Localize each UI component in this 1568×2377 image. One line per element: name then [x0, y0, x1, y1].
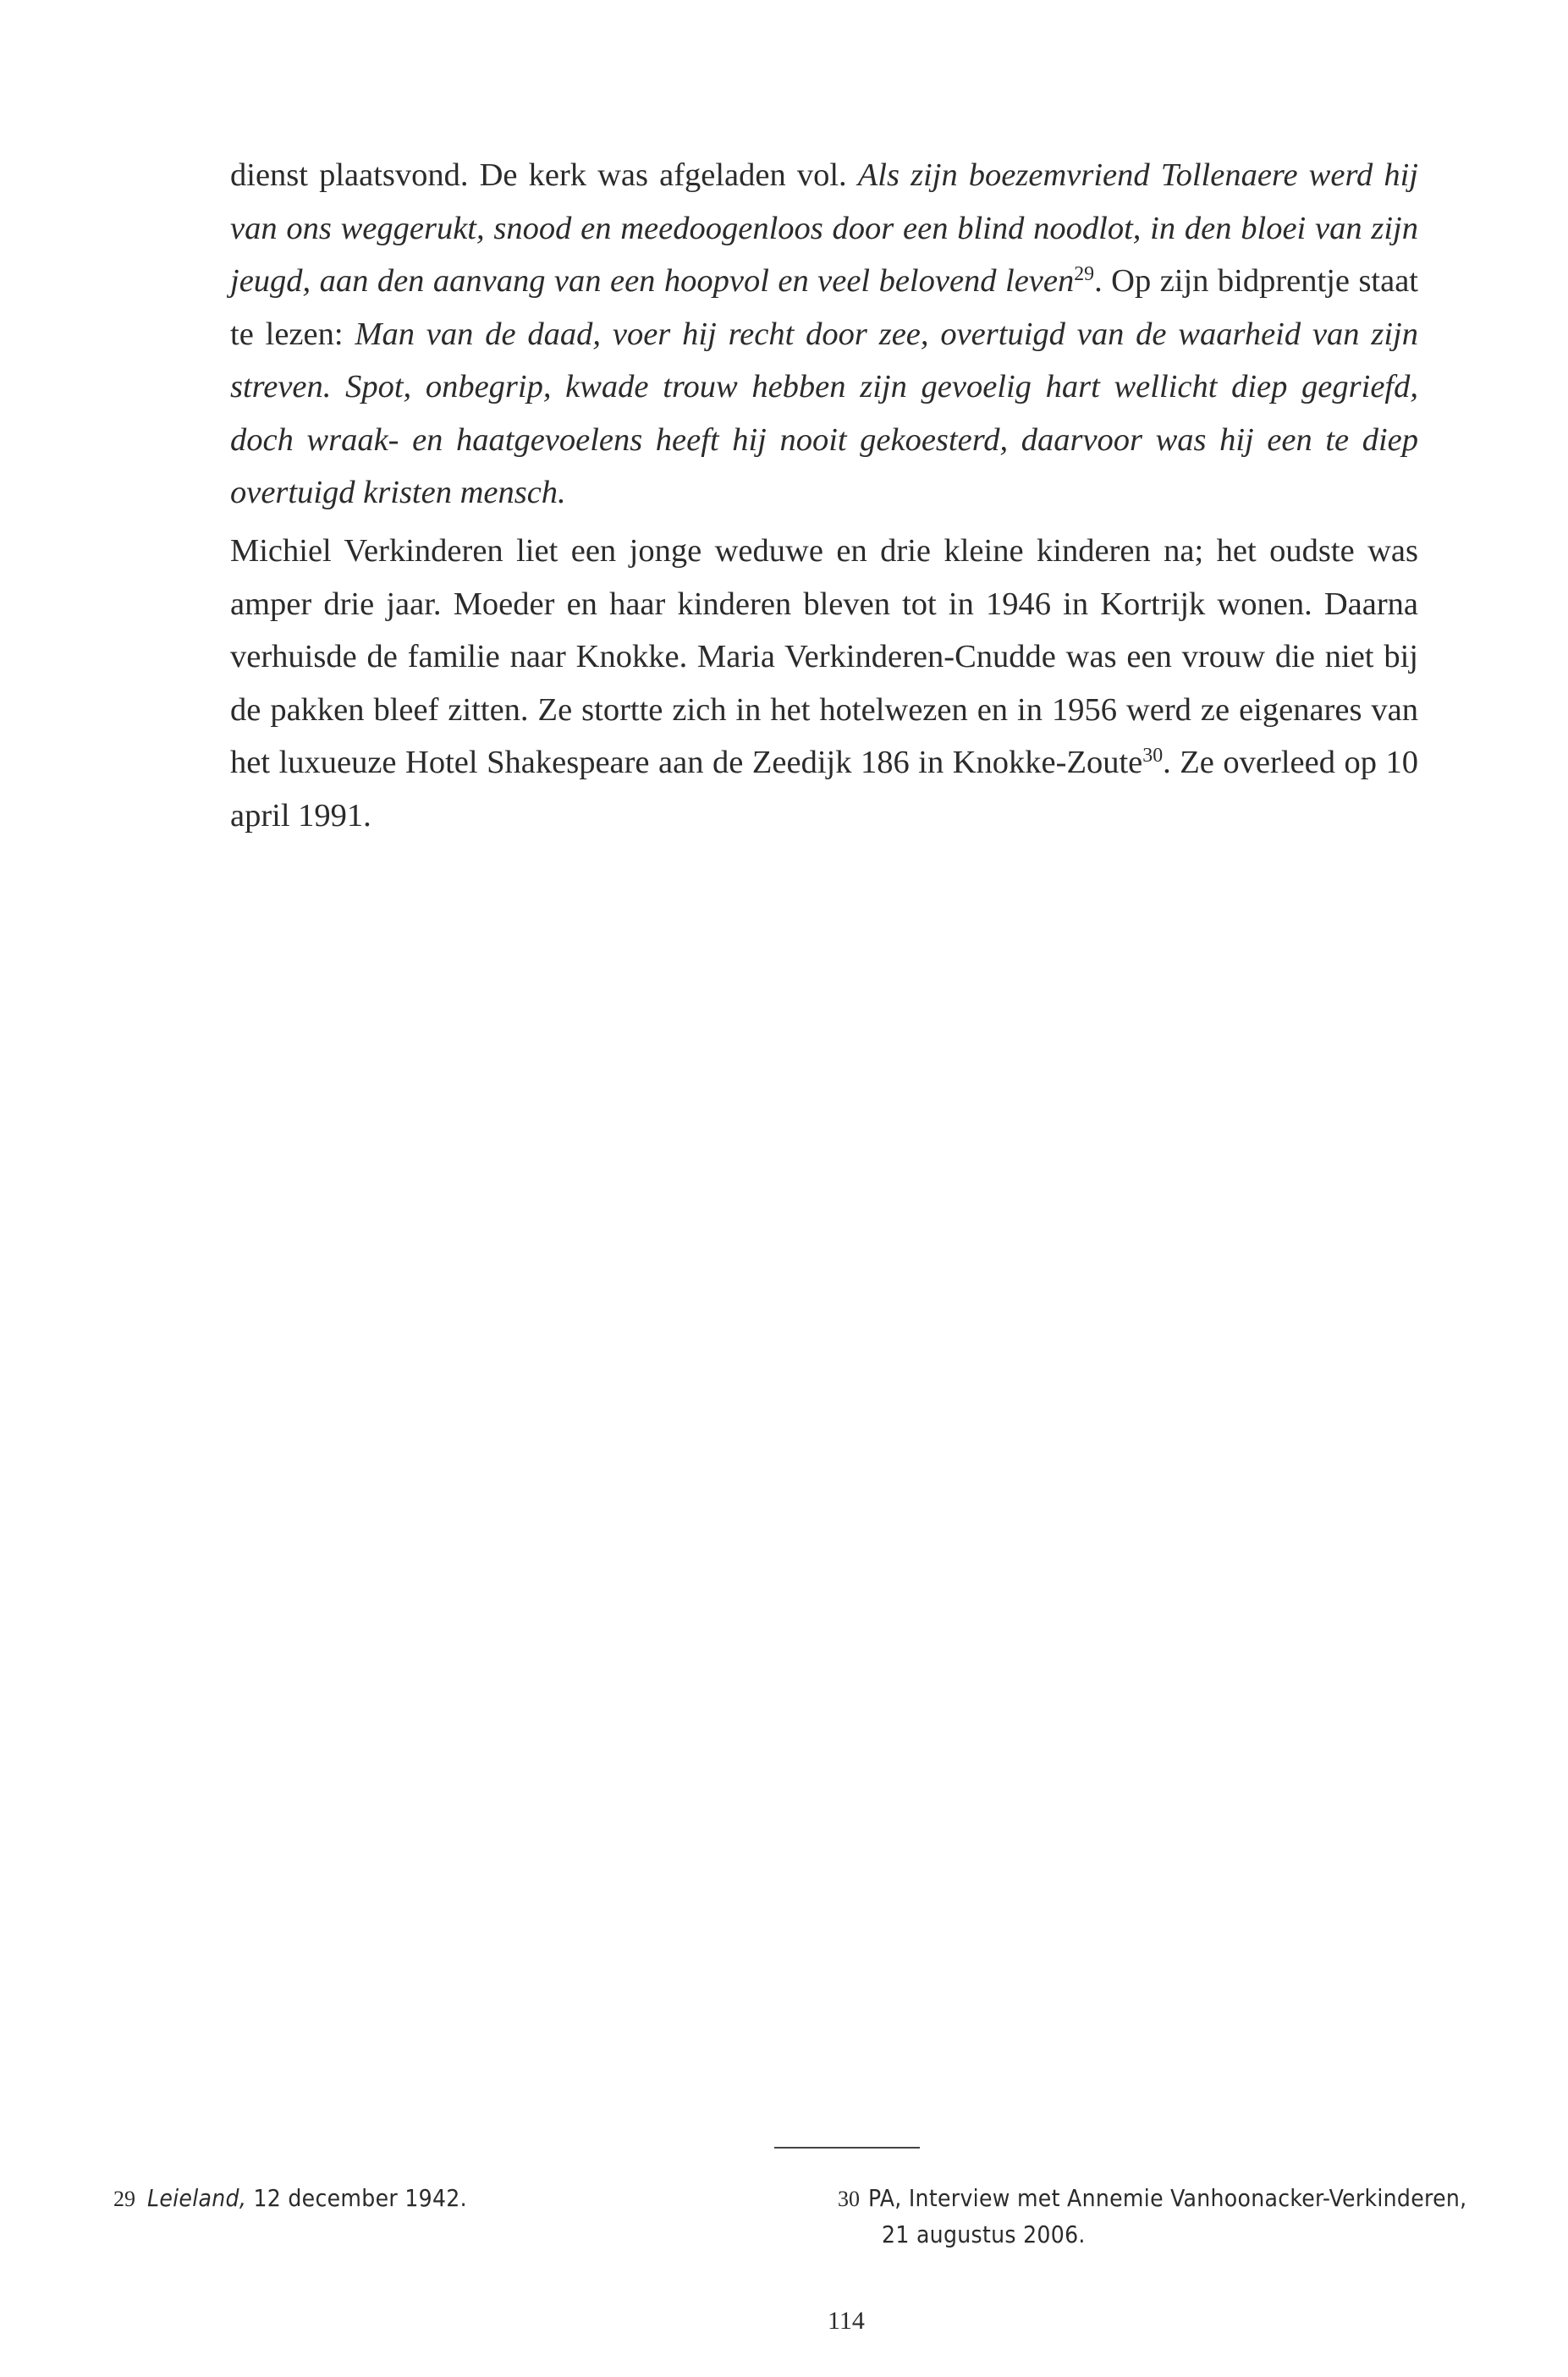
footnote-30 — [838, 2181, 1557, 2253]
footnote-number: 29 — [113, 2187, 135, 2211]
paragraph-text: . Op zijn bidprentje staat te lezen: — [230, 263, 1418, 352]
footnote-text-continued: 21 augustus 2006. — [882, 2220, 1086, 2248]
body-paragraph-1 — [230, 149, 1418, 520]
footnote-text: 12 december 1942. — [246, 2184, 467, 2212]
quotation-tollenaere: Als zijn boezemvriend Tollenaere werd hij van ons weggerukt, snood en meedoogenloos door een blind noodlot, in den bloei van zijn jeugd, aan den aanvang van een hoopvol en veel belovend leven — [230, 157, 1418, 299]
body-paragraph-2 — [230, 525, 1418, 842]
footnote-29 — [113, 2181, 723, 2217]
footnote-text: PA, Interview met Annemie Vanhoonacker-Verkinderen, — [868, 2184, 1467, 2212]
footnote-source-title: Leieland, — [147, 2184, 247, 2212]
footnote-number: 30 — [838, 2187, 860, 2211]
paragraph-text: dienst plaatsvond. De kerk was afgeladen vol. — [230, 157, 858, 193]
footnote-divider — [774, 2147, 920, 2149]
paragraph-text: . Ze overleed op 10 april 1991. — [230, 745, 1419, 834]
quotation-bidprentje: Man van de daad, voer hij recht door zee, overtuigd van de waarheid van zijn streven. Spot, onbegrip, kwade trouw hebben zijn gevoelig hart wellicht diep gegriefd, doch wraak- en haatgevoelens heeft hij nooit gekoesterd, daarvoor was hij een te diep overtuigd kristen mensch. — [230, 316, 1418, 510]
page-number: 114 — [828, 2307, 865, 2335]
footnote-ref-30[interactable]: 30 — [1142, 744, 1164, 767]
footnote-ref-29[interactable]: 29 — [1074, 262, 1095, 285]
paragraph-text: Michiel Verkinderen liet een jonge weduwe en drie kleine kinderen na; het oudste was amper drie jaar. Moeder en haar kinderen bleven tot in 1946 in Kortrijk wonen. Daarna verhuisde de familie naar Knokke. Maria Verkinderen-Cnudde was een vrouw die niet bij de pakken bleef zitten. Ze stortte zich in het hotelwezen en in 1956 werd ze eigenares van het luxueuze Hotel Shakespeare aan de Zeedijk 186 in Knokke-Zoute — [230, 533, 1418, 780]
